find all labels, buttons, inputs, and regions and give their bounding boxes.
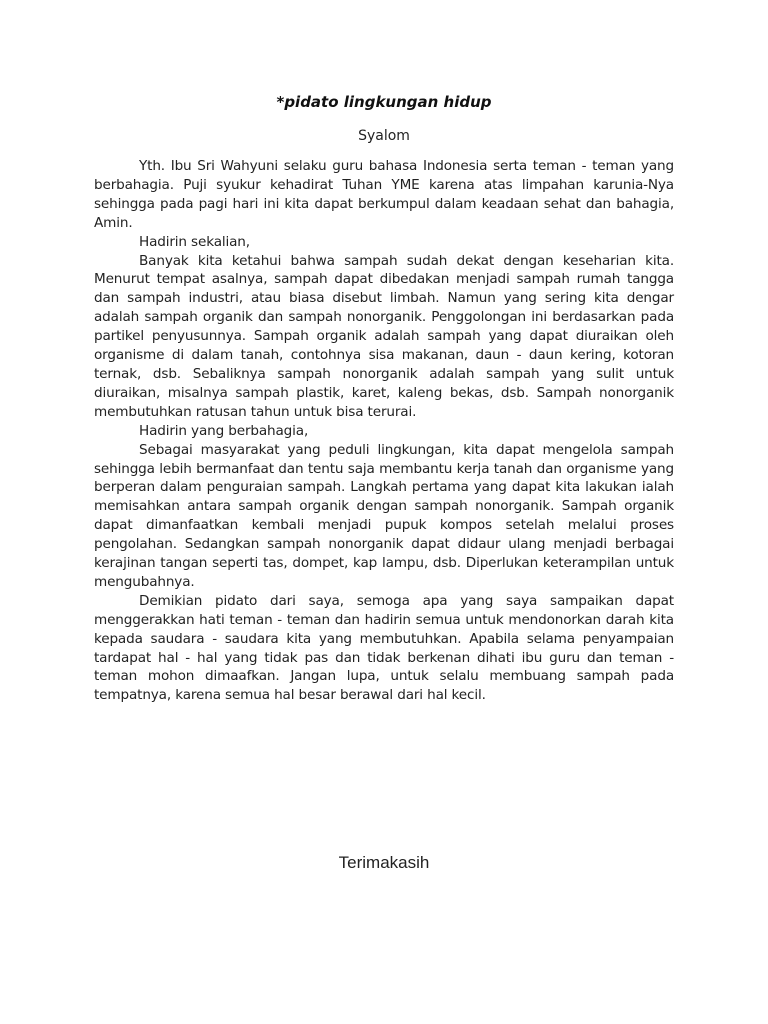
salutation: Hadirin sekalian, [139,233,250,250]
paragraph-opening: Yth. Ibu Sri Wahyuni selaku guru bahasa Indonesia serta teman - teman yang berbahagia. Puji syukur kehadirat Tuhan YME karena atas limpahan karunia-Nya sehingga pada pagi hari ini kita dapat berkumpul dalam keadaan sehat dan bahagia, Amin. [94,158,674,231]
speech-body [94,157,674,705]
salutation: Hadirin yang berbahagia, [139,422,309,439]
paragraph-waste-management: Sebagai masyarakat yang peduli lingkungan, kita dapat mengelola sampah sehingga lebih bermanfaat dan tentu saja membantu kerja tanah dan organisme yang berperan dalam penguraian sampah. Langkah pertama yang dapat kita lakukan ialah memisahkan antara sampah organik dengan sampah nonorganik. Sampah organik dapat dimanfaatkan kembali menjadi pupuk kompos setelah melalui proses pengolahan. Sedangkan sampah nonorganik dapat didaur ulang menjadi berbagai kerajinan tangan seperti tas, dompet, kap lampu, dsb. Diperlukan keterampilan untuk mengubahnya. [94,441,674,590]
greeting: Syalom [358,128,410,144]
paragraph-conclusion: Demikian pidato dari saya, semoga apa yang saya sampaikan dapat menggerakkan hati teman - teman dan hadirin semua untuk mendonorkan darah kita kepada saudara - saudara kita yang membutuhkan. Apabila selama penyampaian tardapat hal - hal yang tidak pas dan tidak berkenan dihati ibu guru dan teman - teman mohon dimaafkan. Jangan lupa, untuk selalu membuang sampah pada tempatnya, karena semua hal besar berawal dari hal kecil. [94,592,674,704]
closing-text: Terimakasih [338,853,430,872]
paragraph-waste-types: Banyak kita ketahui bahwa sampah sudah dekat dengan keseharian kita. Menurut tempat asalnya, sampah dapat dibedakan menjadi sampah rumah tangga dan sampah industri, atau biasa disebut limbah. Namun yang sering kita dengar adalah sampah organik dan sampah nonorganik. Penggolongan ini berdasarkan pada partikel penyusunnya. Sampah organik adalah sampah yang dapat diuraikan oleh organisme di dalam tanah, contohnya sisa makanan, daun - daun kering, kotoran ternak, dsb. Sebaliknya sampah nonorganik adalah sampah yang sulit untuk diuraikan, misalnya sampah plastik, karet, kaleng bekas, dsb. Sampah nonorganik membutuhkan ratusan tahun untuk bisa terurai. [94,252,674,420]
document-title: *pidato lingkungan hidup [276,93,492,111]
